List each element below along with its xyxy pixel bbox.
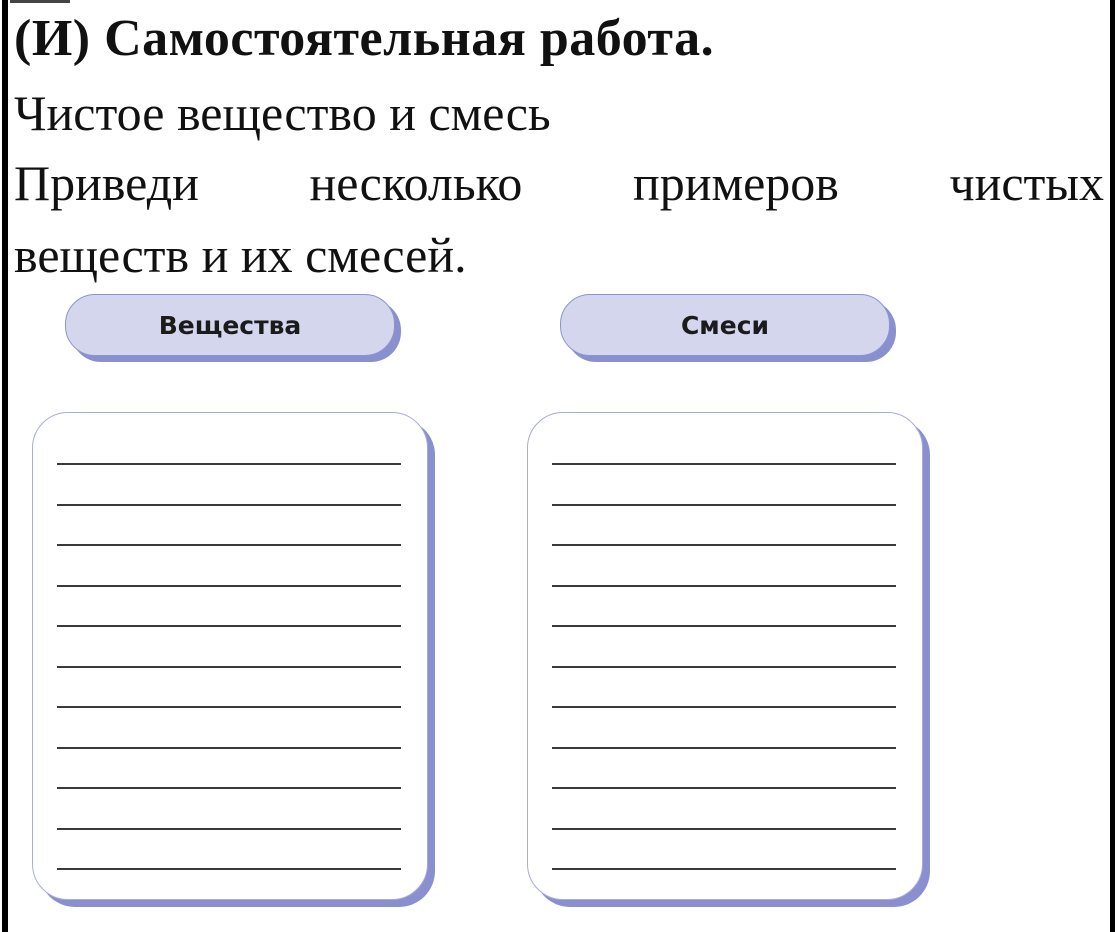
mixtures-answer-line[interactable] xyxy=(552,828,896,830)
task-word: чистых xyxy=(949,155,1104,211)
mixtures-answer-line[interactable] xyxy=(552,666,896,668)
mixtures-answer-line[interactable] xyxy=(552,544,896,546)
substances-header-label: Вещества xyxy=(158,310,302,340)
task-word: несколько xyxy=(309,155,523,211)
substances-answer-line[interactable] xyxy=(57,504,401,506)
task-word: Приведи xyxy=(14,155,199,211)
mixtures-answer-line[interactable] xyxy=(552,625,896,627)
substances-answer-line[interactable] xyxy=(57,747,401,749)
substances-answer-line[interactable] xyxy=(57,625,401,627)
mixtures-answer-line[interactable] xyxy=(552,585,896,587)
mixtures-answer-box[interactable] xyxy=(527,412,923,900)
substances-header-pill xyxy=(65,294,395,356)
substances-answer-box[interactable] xyxy=(32,412,428,900)
substances-answer-line[interactable] xyxy=(57,544,401,546)
topic-subtitle: Чистое вещество и смесь xyxy=(14,85,551,141)
substances-answer-line[interactable] xyxy=(57,868,401,870)
page-border-left xyxy=(2,0,8,932)
mixtures-answer-line[interactable] xyxy=(552,747,896,749)
substances-answer-line[interactable] xyxy=(57,787,401,789)
substances-answer-line[interactable] xyxy=(57,666,401,668)
substances-answer-line[interactable] xyxy=(57,585,401,587)
mixtures-answer-line[interactable] xyxy=(552,504,896,506)
substances-answer-line[interactable] xyxy=(57,463,401,465)
task-word: примеров xyxy=(632,155,839,211)
mixtures-answer-line[interactable] xyxy=(552,463,896,465)
task-instruction-line-2: веществ и их смесей. xyxy=(14,227,467,283)
page-title: (И) Самостоятельная работа. xyxy=(14,10,715,67)
substances-answer-line[interactable] xyxy=(57,828,401,830)
mixtures-answer-line[interactable] xyxy=(552,868,896,870)
page-border-right xyxy=(1110,0,1115,932)
mixtures-answer-line[interactable] xyxy=(552,787,896,789)
mixtures-answer-line[interactable] xyxy=(552,706,896,708)
mixtures-header-pill xyxy=(560,294,890,356)
task-instruction-line-1 xyxy=(14,150,1104,216)
substances-answer-line[interactable] xyxy=(57,706,401,708)
top-edge-fragment xyxy=(10,0,70,3)
mixtures-header-label: Смеси xyxy=(680,310,770,340)
